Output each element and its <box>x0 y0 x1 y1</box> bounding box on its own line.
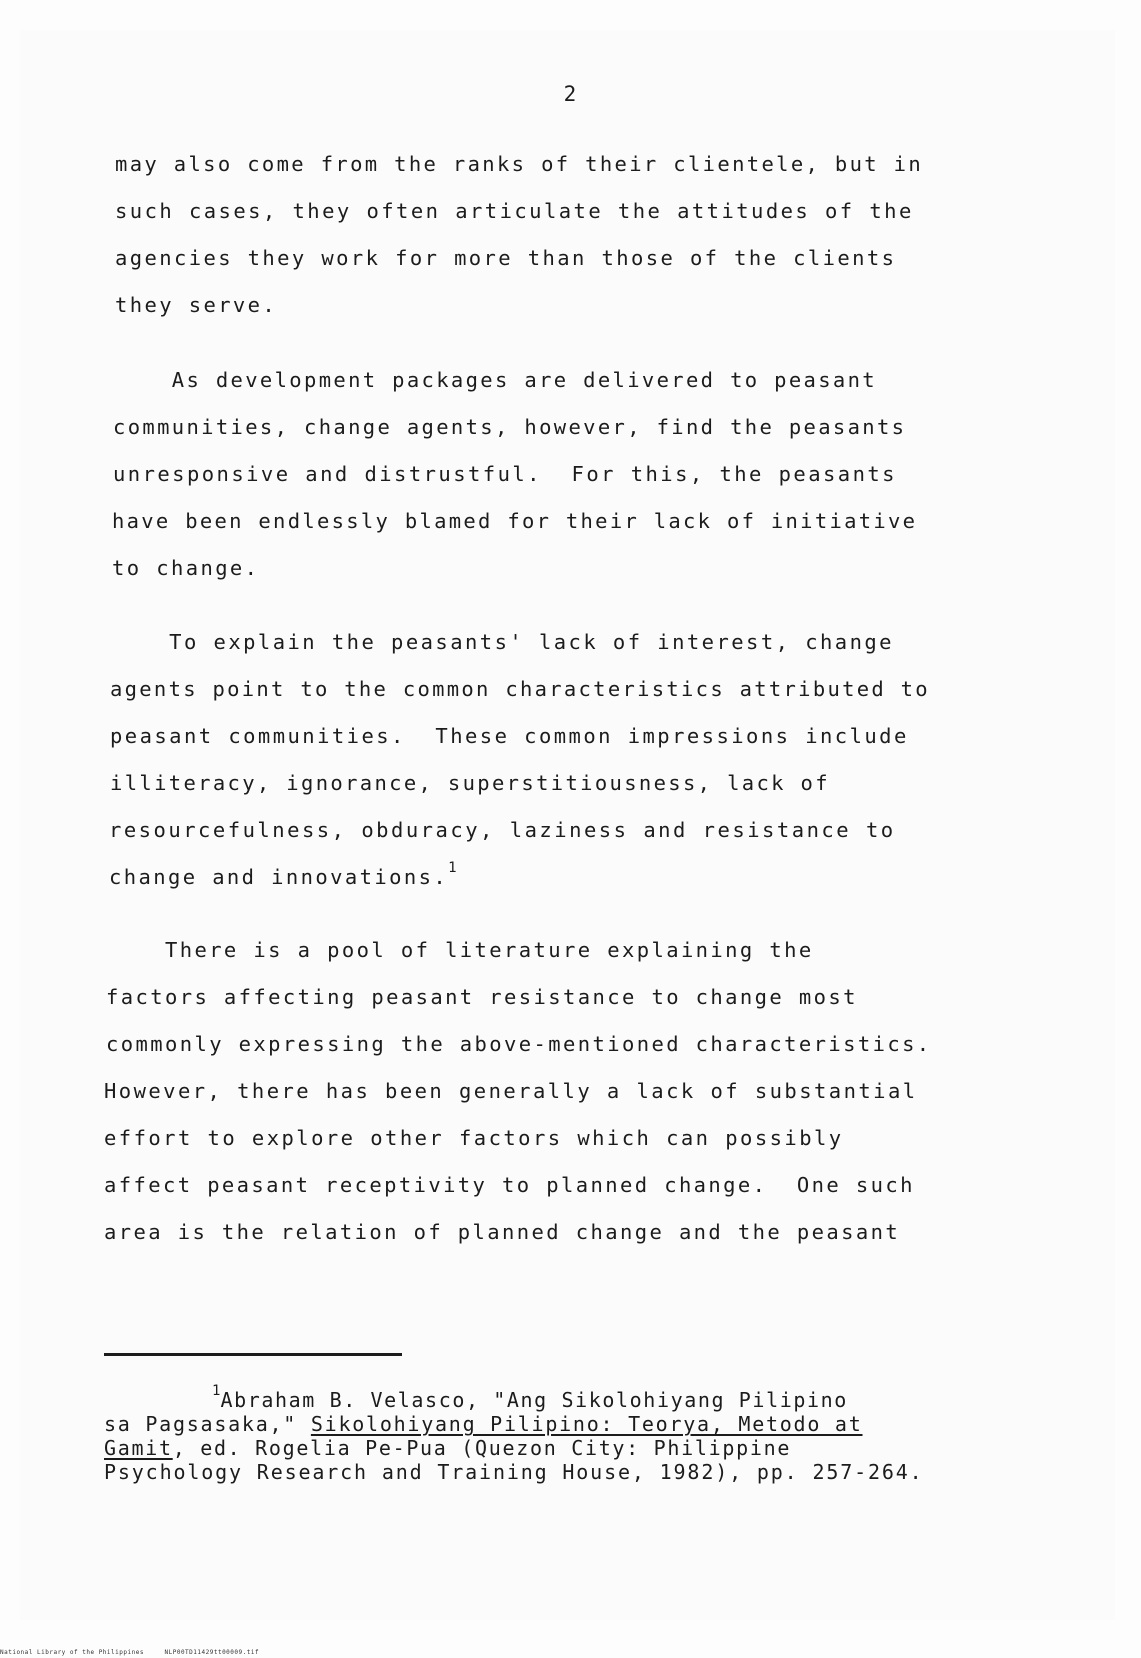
paragraph-3-line-6-text: change and innovations. <box>109 865 449 889</box>
paragraph-3-line-4: illiteracy, ignorance, superstitiousness, lack of <box>110 771 830 795</box>
footnote-line-2 <box>104 1412 863 1436</box>
paragraph-3-line-6 <box>109 860 457 889</box>
paragraph-1-line-1: may also come from the ranks of their clientele, but in <box>115 152 924 176</box>
paragraph-4-line-2: factors affecting peasant resistance to change most <box>106 985 858 1009</box>
paragraph-2-line-4: have been endlessly blamed for their lack of initiative <box>112 509 918 533</box>
paragraph-4-line-1: There is a pool of literature explaining the <box>106 938 814 962</box>
paragraph-1-line-2: such cases, they often articulate the attitudes of the <box>115 199 914 223</box>
paragraph-1-line-4: they serve. <box>115 293 278 317</box>
footnote-line-1-text: Abraham B. Velasco, "Ang Sikolohiyang Pilipino <box>220 1388 848 1412</box>
paragraph-3-line-2: agents point to the common characteristics attributed to <box>110 677 930 701</box>
paragraph-2-line-1: As development packages are delivered to peasant <box>113 368 877 392</box>
paragraph-4-line-7: area is the relation of planned change and the peasant <box>104 1220 901 1244</box>
paragraph-2-line-3: unresponsive and distrustful. For this, the peasants <box>113 462 897 486</box>
footnote-line-3-post: , ed. Rogelia Pe-Pua (Quezon City: Philippine <box>172 1436 792 1460</box>
paragraph-3-line-3: peasant communities. These common impressions include <box>110 724 909 748</box>
footnote-marker: 1 <box>212 1383 221 1399</box>
footnote-separator <box>104 1353 402 1356</box>
paragraph-4-line-4: However, there has been generally a lack of substantial <box>104 1079 918 1103</box>
paragraph-2-line-5: to change. <box>112 556 260 580</box>
footnote-reference: 1 <box>448 860 457 876</box>
paragraph-3-line-1: To explain the peasants' lack of interest, change <box>110 630 894 654</box>
paragraph-2-line-2: communities, change agents, however, find the peasants <box>113 415 907 439</box>
footnote-line-1 <box>212 1383 848 1412</box>
footnote-line-4: Psychology Research and Training House, 1982), pp. 257-264. <box>104 1460 924 1484</box>
footnote-book-title-part-1: Sikolohiyang Pilipino: Teorya, Metodo at <box>310 1412 863 1436</box>
paragraph-3-line-5: resourcefulness, obduracy, laziness and resistance to <box>109 818 896 842</box>
footnote-line-2-pre: sa Pagsasaka," <box>104 1412 311 1436</box>
paragraph-4-line-6: affect peasant receptivity to planned change. One such <box>104 1173 915 1197</box>
footnote-book-title-part-2: Gamit <box>104 1436 173 1460</box>
paragraph-1-line-3: agencies they work for more than those of the clients <box>115 246 897 270</box>
paragraph-4-line-5: effort to explore other factors which can possibly <box>104 1126 844 1150</box>
paragraph-4-line-3: commonly expressing the above-mentioned characteristics. <box>106 1032 932 1056</box>
footnote-line-3 <box>104 1436 791 1460</box>
page-number: 2 <box>563 82 578 106</box>
scan-footer-credit: National Library of the Philippines NLP00TD11429tt00009.tif <box>0 1649 260 1656</box>
